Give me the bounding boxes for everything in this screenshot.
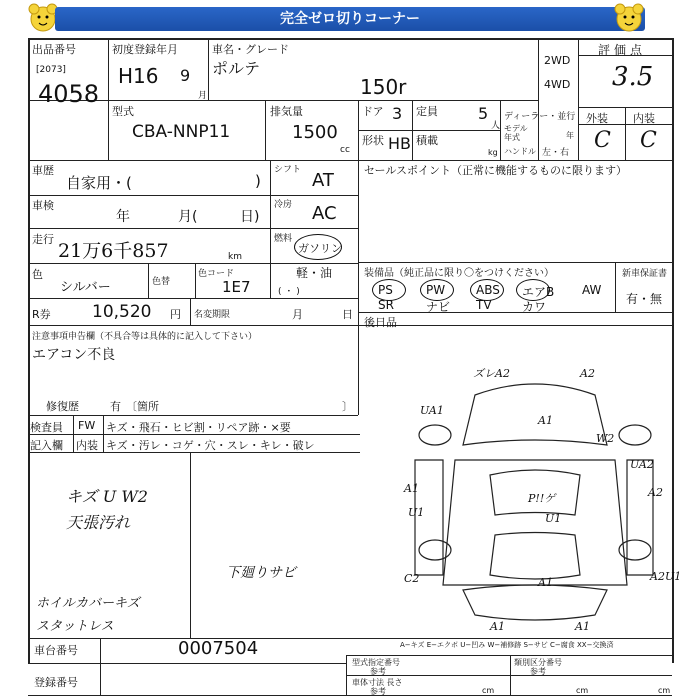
inspector-int-items: キズ・汚レ・コゲ・穴・スレ・キレ・破レ <box>106 439 315 452</box>
inspector-fw: FW <box>78 419 96 432</box>
score-int-label: 内装 <box>633 112 655 125</box>
color-code-label: 色コード <box>198 269 235 279</box>
diagram-mark: A1 <box>575 620 590 633</box>
registration-label: 登録番号 <box>34 676 78 689</box>
chassis-value: 0007504 <box>178 638 259 659</box>
score-ext-label: 外装 <box>586 112 608 125</box>
displacement-value: 1500 <box>292 122 338 143</box>
fuel-paren: ( ・ ) <box>278 287 300 297</box>
dealer-handle: ハンドル <box>504 147 536 156</box>
footer-cm-2: cm <box>576 686 589 695</box>
diagram-mark: A1 <box>538 576 553 589</box>
expiry-label: 名変期限 <box>194 310 231 320</box>
equipment-item: PW <box>426 283 446 297</box>
diagram-legend: A−キズ E−エクボ U−凹み W−補修跡 S−サビ C−腐食 XX−交換済 <box>400 641 614 649</box>
color-change-label: 色替 <box>152 277 171 287</box>
reg-month-unit: 月 <box>198 91 208 101</box>
color-code: 1E7 <box>222 278 251 296</box>
drive-2wd: 2WD <box>544 54 571 67</box>
diagram-mark: A2 <box>648 486 663 499</box>
footer-size-ref: 参考 <box>370 687 386 696</box>
car-name: ポルテ <box>212 59 261 78</box>
history-close: ) <box>255 172 261 190</box>
capacity-unit: 人 <box>491 121 501 131</box>
repair-close: 〕 <box>342 400 353 413</box>
inspector-fw-items: キズ・飛石・ヒビ割・リペア跡・×要 <box>106 421 291 434</box>
car-grade: 150r <box>360 75 407 99</box>
r-ticket-value: 10,520 <box>92 302 152 322</box>
equipment-item: TV <box>476 298 492 312</box>
fuel-opt1: ガソリン <box>298 242 342 255</box>
repair-loc: 〔箇所 <box>126 400 159 413</box>
expiry-day: 日 <box>342 308 353 321</box>
inspector-int: 内装 <box>76 439 98 452</box>
ac-value: AC <box>312 203 337 224</box>
dealer-year-unit: 年 <box>566 131 574 140</box>
doors-value: 3 <box>392 104 403 123</box>
score-label: 評価点 <box>598 43 647 57</box>
dealer-model-year: モデル年式 <box>504 124 528 142</box>
equipment-item: ABS <box>476 283 500 297</box>
mileage-label: 走行 <box>32 233 54 246</box>
equipment-label: 装備品（純正品に限り〇をつけください） <box>364 268 554 279</box>
capacity-label: 定員 <box>416 105 438 118</box>
inspector-label1: 検査員 <box>30 421 63 434</box>
notes-label: 注意事項申告欄（不具合等は具体的に記入して下さい） <box>32 332 258 342</box>
footer-cm-1: cm <box>482 686 495 695</box>
diagram-mark: C2 <box>404 572 420 585</box>
page-title: 完全ゼロ切りコーナー <box>55 7 645 31</box>
color-value: シルバー <box>60 280 111 295</box>
fuel-selected-circle <box>294 234 342 260</box>
handnote-line3: 下廻りサビ <box>226 565 296 581</box>
model-value: CBA-NNP11 <box>132 122 231 142</box>
fuel-opt2: 軽・油 <box>296 266 333 280</box>
car-label: 車名・グレード <box>212 43 289 56</box>
shape-value: HB <box>388 134 412 153</box>
load-label: 積載 <box>416 134 438 147</box>
score-value: 3.5 <box>612 62 654 92</box>
equipment-item: カワ <box>522 300 547 314</box>
capacity-value: 5 <box>478 104 489 123</box>
repair-value: 有 <box>110 400 121 413</box>
shift-value: AT <box>312 170 334 191</box>
score-int: C <box>640 128 657 153</box>
diagram-mark: A2 <box>580 367 595 380</box>
diagram-mark: A2U1 <box>650 570 682 583</box>
drive-4wd: 4WD <box>544 78 571 91</box>
inspector-label2: 記入欄 <box>30 439 63 452</box>
ac-label: 冷房 <box>274 200 293 210</box>
diagram-mark: UA2 <box>630 458 654 471</box>
lot-label: 出品番号 <box>32 43 76 56</box>
score-ext: C <box>594 128 611 153</box>
reg-era-year: H16 <box>118 64 159 88</box>
footer-size-label: 車体寸法 長さ <box>352 678 403 687</box>
shape-label: 形状 <box>362 134 384 147</box>
r-ticket-label: R券 <box>32 308 51 321</box>
history-value: 自家用・( <box>66 174 132 192</box>
chassis-label: 車台番号 <box>34 644 78 657</box>
shift-label: シフト <box>274 165 302 175</box>
color-label: 色 <box>32 268 43 281</box>
diagram-mark: A1 <box>404 482 419 495</box>
diagram-mark: A1 <box>538 414 553 427</box>
history-label: 車歴 <box>32 164 54 177</box>
doors-label: ドア <box>362 105 384 118</box>
expiry-month: 月 <box>292 308 303 321</box>
footer-cls: 類別区分番号 <box>514 658 562 667</box>
inspection-year: 年 <box>116 209 130 225</box>
reg-label: 初度登録年月 <box>112 43 178 56</box>
model-label: 型式 <box>112 105 134 118</box>
diagram-mark: U1 <box>408 506 425 519</box>
equipment-item: SR <box>378 298 394 312</box>
notes-text: エアコン不良 <box>32 347 116 363</box>
recycle-label: 新車保証書 <box>622 269 668 279</box>
diagram-mark: ズレA2 <box>473 367 510 380</box>
fuel-label: 燃料 <box>274 234 293 244</box>
displacement-unit: cc <box>340 145 350 155</box>
diagram-mark: W2 <box>596 432 615 445</box>
mascot-right-icon <box>612 3 646 33</box>
dealer-label: ディーラー・並行 <box>504 112 576 122</box>
diagram-mark: A1 <box>490 620 505 633</box>
lot-sub: [2073] <box>36 65 66 75</box>
footer-cls-ref: 参考 <box>530 667 546 676</box>
equipment-item: PS <box>378 283 393 297</box>
recycle-value: 有・無 <box>626 292 663 306</box>
repair-label: 修復歴 <box>46 400 79 413</box>
diagram-mark: UA1 <box>420 404 444 417</box>
footer-cert-ref: 参考 <box>370 667 386 676</box>
reg-month: 9 <box>180 66 191 85</box>
handnote-line4: ホイルカバーキズ <box>36 596 140 611</box>
equipment-item: AW <box>582 283 602 297</box>
inspection-day: 日) <box>240 209 260 225</box>
footer-cm-3: cm <box>658 686 671 695</box>
displacement-label: 排気量 <box>270 105 303 118</box>
equipment-item: ナビ <box>426 300 451 314</box>
handnote-line5: スタットレス <box>36 619 114 634</box>
rear-label: 後日品 <box>364 316 397 329</box>
inspection-label: 車検 <box>32 199 54 212</box>
inspection-month: 月( <box>178 209 198 225</box>
sales-point-label: セールスポイント（正常に機能するものに限ります） <box>364 164 628 177</box>
handnote-line1: キズ U W2 <box>66 487 148 506</box>
equipment-item: エアB <box>522 285 555 299</box>
mileage-unit: km <box>228 252 242 262</box>
footer-cert: 型式指定番号 <box>352 658 400 667</box>
dealer-handle-opts: 左・右 <box>542 148 570 158</box>
r-ticket-unit: 円 <box>170 308 181 321</box>
handnote-line2: 天張汚れ <box>66 513 131 532</box>
load-unit: kg <box>488 148 498 157</box>
mileage-value: 21万6千857 <box>58 240 169 262</box>
diagram-mark: P!!ゲ <box>528 492 556 505</box>
lot-number: 4058 <box>38 80 100 108</box>
diagram-mark: U1 <box>545 512 562 525</box>
